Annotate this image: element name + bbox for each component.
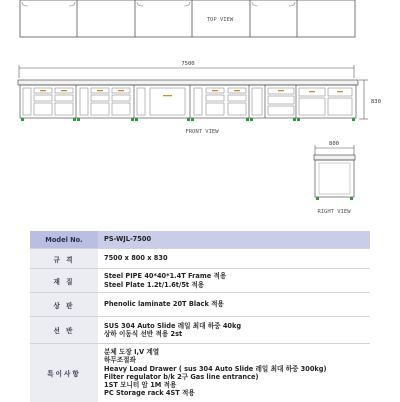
right-view-feet	[316, 197, 353, 200]
spec-line: 상하 이동식 선반 적용 2st	[104, 330, 183, 338]
spec-line: 분체 도장 I,V 계열	[104, 348, 160, 357]
model-label: Model No.	[30, 231, 98, 249]
spec-table	[30, 231, 370, 402]
front-view-label: FRONT VIEW	[185, 129, 219, 135]
top-view-label: TOP VIEW	[206, 17, 234, 23]
spec-row-material	[30, 269, 370, 293]
top-view	[20, 0, 355, 37]
spec-line: PC Storage rack 4ST 적용	[104, 389, 195, 398]
depth-dimension-label: 800	[329, 141, 339, 147]
spec-value	[98, 344, 370, 402]
spec-row-notes	[30, 344, 370, 402]
spec-line: SUS 304 Auto Slide 레일 최대 하중 40kg	[104, 321, 242, 330]
spec-label: 특이사항	[30, 344, 98, 402]
spec-label: 규 격	[30, 249, 98, 269]
spec-value	[98, 249, 370, 269]
spec-label: 상 판	[30, 293, 98, 317]
spec-row-size	[30, 249, 370, 269]
height-dimension-line	[359, 80, 368, 119]
front-view	[18, 80, 358, 118]
spec-row-top	[30, 293, 370, 317]
front-view-drawers	[23, 88, 352, 115]
width-dimension-label: 7500	[181, 61, 195, 67]
spec-row-model	[30, 231, 370, 249]
height-dimension-label: 830	[371, 99, 381, 105]
right-view-label: RIGHT VIEW	[317, 209, 351, 215]
spec-value	[98, 317, 370, 344]
spec-value	[98, 269, 370, 293]
spec-label: 선 반	[30, 317, 98, 344]
spec-line: Heavy Load Drawer ( sus 304 Auto Slide 레일 최대 하중 300kg)	[104, 364, 327, 373]
spec-line: Steel PIPE 40*40*1.4T Frame 적용	[104, 272, 227, 281]
model-value: PS-WJL-7500	[98, 231, 370, 249]
spec-line: 하무조절좌	[104, 356, 136, 365]
drawer-handles	[40, 90, 343, 96]
spec-line: 7500 x 800 x 830	[104, 254, 168, 263]
spec-line: Steel Plate 1.2t/1.6t/5t 적용	[104, 280, 205, 289]
right-view	[314, 155, 355, 197]
spec-line: 1ST 모니터 암 1M 적용	[104, 380, 177, 389]
spec-line: Phenolic laminate 20T Black 적용	[104, 300, 224, 309]
leveling-feet	[21, 118, 355, 121]
spec-row-shelf	[30, 317, 370, 344]
spec-label: 재 질	[30, 269, 98, 293]
spec-line: Filter regulator b/k 2구 Gas line entrance)	[104, 372, 259, 381]
spec-value	[98, 293, 370, 317]
